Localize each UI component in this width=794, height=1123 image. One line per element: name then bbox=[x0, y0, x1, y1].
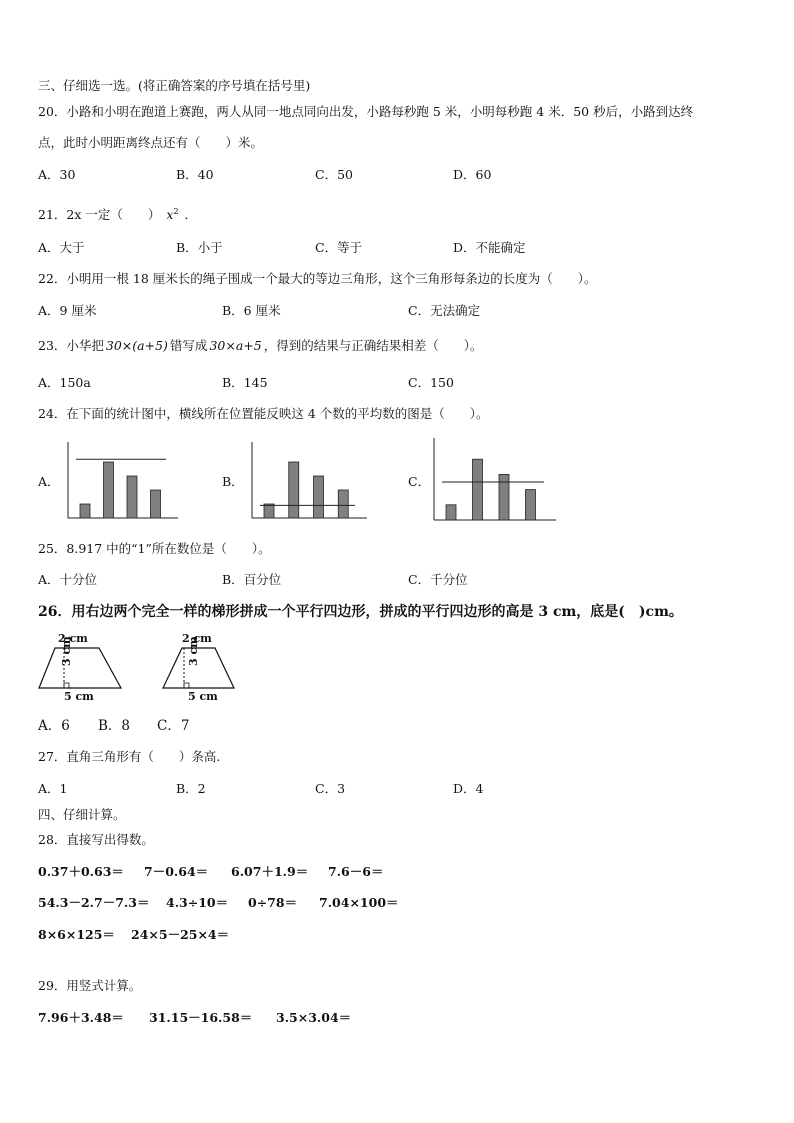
trapezoid-1 bbox=[36, 632, 126, 704]
section-title-calc: 四、仔细计算。 bbox=[38, 807, 126, 822]
bar bbox=[499, 474, 509, 520]
q28-item: 0.37＋0.63＝ bbox=[38, 864, 124, 879]
q23-option-c: C．150 bbox=[408, 375, 454, 390]
q26-option-b: B．8 bbox=[98, 718, 131, 734]
q23-option-b: B．145 bbox=[222, 375, 268, 390]
q22-option-b: B．6 厘米 bbox=[222, 303, 281, 318]
q21-option-b: B．小于 bbox=[176, 240, 223, 255]
bar bbox=[446, 505, 456, 520]
q29-item: 31.15－16.58＝ bbox=[149, 1010, 253, 1025]
q23-option-a: A．150a bbox=[38, 375, 91, 390]
q28-item: 54.3－2.7－7.3＝ bbox=[38, 895, 150, 910]
bar bbox=[314, 476, 324, 518]
q20-text-line2: 点，此时小明距离终点还有（ ）米。 bbox=[38, 135, 264, 150]
trapezoid-2 bbox=[160, 632, 250, 704]
q25-text: 25．8.917 中的“1”所在数位是（ ）。 bbox=[38, 541, 271, 556]
bar bbox=[264, 504, 274, 518]
bar bbox=[473, 459, 483, 520]
trapezoid-1-top-label: 2 cm bbox=[58, 632, 88, 645]
q29-text: 29．用竖式计算。 bbox=[38, 978, 142, 993]
q23-mid: 错写成 bbox=[169, 338, 208, 353]
q26-option-c: C．7 bbox=[157, 718, 190, 734]
q27-option-a: A．1 bbox=[38, 781, 68, 796]
q20-option-a: A．30 bbox=[38, 167, 76, 182]
q21-prefix: 21．2x 一定（ ） bbox=[38, 207, 161, 223]
bar bbox=[104, 462, 114, 518]
q27-option-d: D．4 bbox=[453, 781, 484, 796]
q22-text: 22．小明用一根 18 厘米长的绳子围成一个最大的等边三角形，这个三角形每条边的长度为（ ）。 bbox=[38, 271, 597, 286]
bar bbox=[526, 490, 536, 520]
bar-chart-a bbox=[62, 440, 182, 522]
q22-option-a: A．9 厘米 bbox=[38, 303, 97, 318]
bar bbox=[289, 462, 299, 518]
q24-text: 24．在下面的统计图中，横线所在位置能反映这 4 个数的平均数的图是（ ）。 bbox=[38, 406, 489, 421]
trapezoid-1-height-label: 3 cm bbox=[60, 636, 73, 666]
q24-label-c: C． bbox=[408, 474, 431, 489]
q25-option-c: C．千分位 bbox=[408, 572, 468, 587]
q21-option-d: D．不能确定 bbox=[453, 240, 526, 255]
q29-item: 7.96＋3.48＝ bbox=[38, 1010, 124, 1025]
q25-option-b: B．百分位 bbox=[222, 572, 282, 587]
q28-item: 7－0.64＝ bbox=[144, 864, 209, 879]
q20-text-line1: 20．小路和小明在跑道上赛跑，两人从同一地点同向出发，小路每秒跑 5 米，小明每秒跑 4 米．50 秒后，小路到达终 bbox=[38, 104, 694, 119]
q28-item: 7.6－6＝ bbox=[328, 864, 384, 879]
bar-chart-b bbox=[246, 440, 371, 522]
q22-option-c: C．无法确定 bbox=[408, 303, 481, 318]
q28-item: 24×5－25×4＝ bbox=[131, 927, 230, 942]
q21-option-a: A．大于 bbox=[38, 240, 85, 255]
q26-option-a: A．6 bbox=[38, 718, 70, 734]
bar bbox=[80, 504, 90, 518]
q23-text bbox=[38, 338, 482, 354]
q24-label-b: B． bbox=[222, 474, 244, 489]
q28-item: 7.04×100＝ bbox=[319, 895, 399, 910]
bar bbox=[127, 476, 137, 518]
q25-option-a: A．十分位 bbox=[38, 572, 98, 587]
trapezoid-1-bottom-label: 5 cm bbox=[64, 690, 94, 703]
q23-prefix: 23．小华把 bbox=[38, 338, 104, 353]
bar-chart-c bbox=[428, 436, 560, 524]
trapezoid-2-top-label: 2 cm bbox=[182, 632, 212, 645]
q20-option-d: D．60 bbox=[453, 167, 492, 182]
bar bbox=[338, 490, 348, 518]
q23-suffix: ，得到的结果与正确结果相差（ ）。 bbox=[263, 338, 483, 353]
q28-item: 0÷78＝ bbox=[248, 895, 298, 910]
q23-expr2: 30×a+5 bbox=[209, 338, 262, 353]
q21-suffix: ． bbox=[184, 207, 198, 223]
q26-text: 26．用右边两个完全一样的梯形拼成一个平行四边形，拼成的平行四边形的高是 3 cm，底是( )cm。 bbox=[38, 604, 683, 620]
q20-option-b: B．40 bbox=[176, 167, 214, 182]
q21-var: x bbox=[166, 207, 174, 223]
q27-option-b: B．2 bbox=[176, 781, 206, 796]
q27-option-c: C．3 bbox=[315, 781, 346, 796]
q28-item: 4.3÷10＝ bbox=[166, 895, 229, 910]
q28-item: 6.07＋1.9＝ bbox=[231, 864, 309, 879]
q21-option-c: C．等于 bbox=[315, 240, 363, 255]
q29-item: 3.5×3.04＝ bbox=[276, 1010, 352, 1025]
q24-label-a: A． bbox=[38, 474, 60, 489]
q27-text: 27．直角三角形有（ ）条高. bbox=[38, 749, 221, 764]
q21-text bbox=[38, 204, 197, 223]
q23-expr1: 30×(a+5) bbox=[105, 338, 168, 353]
trapezoid-2-height-label: 3 cm bbox=[187, 636, 200, 666]
q28-text: 28．直接写出得数。 bbox=[38, 832, 154, 847]
q21-exponent: 2 bbox=[173, 207, 179, 216]
q28-item: 8×6×125＝ bbox=[38, 927, 115, 942]
bar bbox=[151, 490, 161, 518]
section-title: 三、仔细选一选。(将正确答案的序号填在括号里) bbox=[38, 78, 311, 93]
q20-option-c: C．50 bbox=[315, 167, 353, 182]
trapezoid-2-bottom-label: 5 cm bbox=[188, 690, 218, 703]
